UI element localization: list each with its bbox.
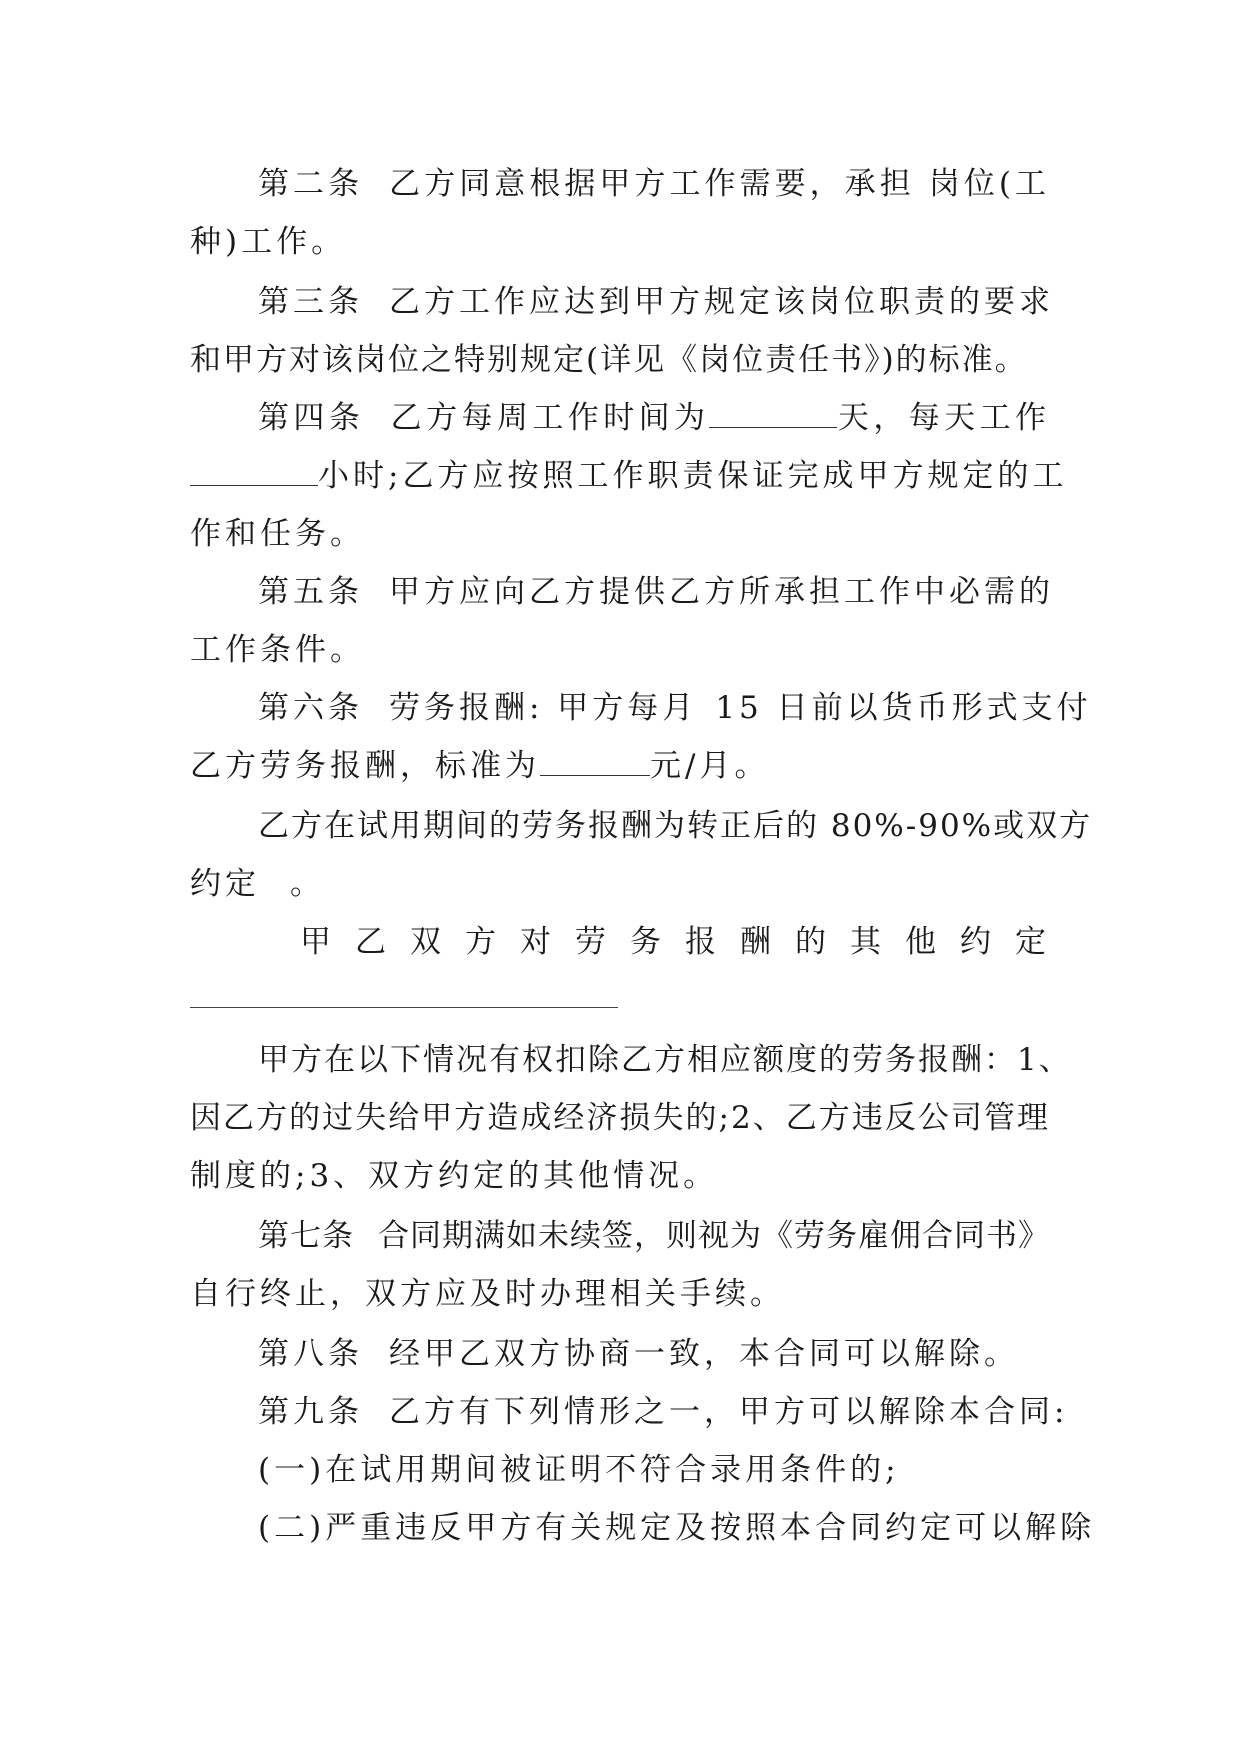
article-6-line-1 <box>258 688 1092 728</box>
article-7-line-1 <box>258 1216 1050 1256</box>
article-3-line-2: 和甲方对该岗位之特别规定(详见《岗位责任书》)的标准。 <box>190 342 1028 378</box>
article-2-number: 第二条 <box>258 166 364 202</box>
article-5-line-1 <box>258 572 1054 612</box>
trial-pay-period: 。 <box>290 866 325 902</box>
article-2-text: 乙方同意根据甲方工作需要，承担 <box>389 166 915 202</box>
hours-per-day-blank <box>190 457 318 486</box>
article-5-number: 第五条 <box>258 574 363 610</box>
article-5-text: 甲方应向乙方提供乙方所承担工作中必需的 <box>389 574 1054 610</box>
article-6-text-cont: 15 日前以货币形式支付 <box>715 690 1092 726</box>
article-7-line-2: 自行终止，双方应及时办理相关手续。 <box>190 1276 785 1312</box>
article-2-text-cont: 岗位(工 <box>928 166 1050 202</box>
deduction-line-1: 甲方在以下情况有权扣除乙方相应额度的劳务报酬：1、 <box>258 1042 1072 1078</box>
other-pay-agreement-blank <box>190 1007 618 1008</box>
article-2-line-2: 种)工作。 <box>190 224 347 260</box>
article-8-text: 经甲乙双方协商一致，本合同可以解除。 <box>389 1336 1019 1372</box>
article-2-line-1 <box>258 164 1050 204</box>
days-per-week-blank <box>709 399 837 428</box>
article-9-item-1: (一)在试用期间被证明不符合录用条件的; <box>258 1452 900 1488</box>
article-6-text: 劳务报酬: 甲方每月 <box>389 690 698 726</box>
article-4-line-2-text: 小时;乙方应按照工作职责保证完成甲方规定的工 <box>318 458 1068 494</box>
article-8-line-1 <box>258 1334 1050 1374</box>
article-6-line-2-text: 乙方劳务报酬，标准为 <box>190 748 540 784</box>
article-3-line-1 <box>258 282 1054 322</box>
article-4-line-1 <box>258 398 1050 438</box>
deduction-line-3: 制度的;3、双方约定的其他情况。 <box>190 1158 719 1194</box>
article-4-text-cont: 天，每天工作 <box>837 400 1051 436</box>
article-4-number: 第四条 <box>258 400 365 436</box>
article-3-number: 第三条 <box>258 284 363 320</box>
article-9-line-1 <box>258 1392 1069 1432</box>
article-9-item-2: (二)严重违反甲方有关规定及按照本合同约定可以解除 <box>258 1510 1096 1546</box>
article-9-number: 第九条 <box>258 1394 363 1430</box>
monthly-pay-blank <box>540 747 650 776</box>
article-6-line-2-unit: 元/月。 <box>650 748 770 784</box>
article-4-line-2 <box>190 456 1068 496</box>
trial-pay-agreed: 约定 <box>190 866 260 902</box>
article-9-text: 乙方有下列情形之一，甲方可以解除本合同: <box>389 1394 1069 1430</box>
trial-pay-line-2 <box>190 864 1050 904</box>
article-8-number: 第八条 <box>258 1336 363 1372</box>
other-pay-agreement: 甲乙双方对劳务报酬的其他约定 <box>300 924 1050 960</box>
trial-pay-line-1: 乙方在试用期间的劳务报酬为转正后的 80%-90%或双方 <box>258 808 1093 844</box>
article-6-number: 第六条 <box>258 690 363 726</box>
article-3-text: 乙方工作应达到甲方规定该岗位职责的要求 <box>389 284 1054 320</box>
deduction-line-2: 因乙方的过失给甲方造成经济损失的;2、乙方违反公司管理 <box>190 1100 1050 1136</box>
article-7-text: 合同期满如未续签，则视为《劳务雇佣合同书》 <box>378 1218 1050 1254</box>
article-4-line-3: 作和任务。 <box>190 516 365 552</box>
article-6-line-2 <box>190 746 1050 786</box>
article-7-number: 第七条 <box>258 1218 354 1254</box>
article-5-line-2: 工作条件。 <box>190 632 365 668</box>
article-4-text: 乙方每周工作时间为 <box>390 400 710 436</box>
